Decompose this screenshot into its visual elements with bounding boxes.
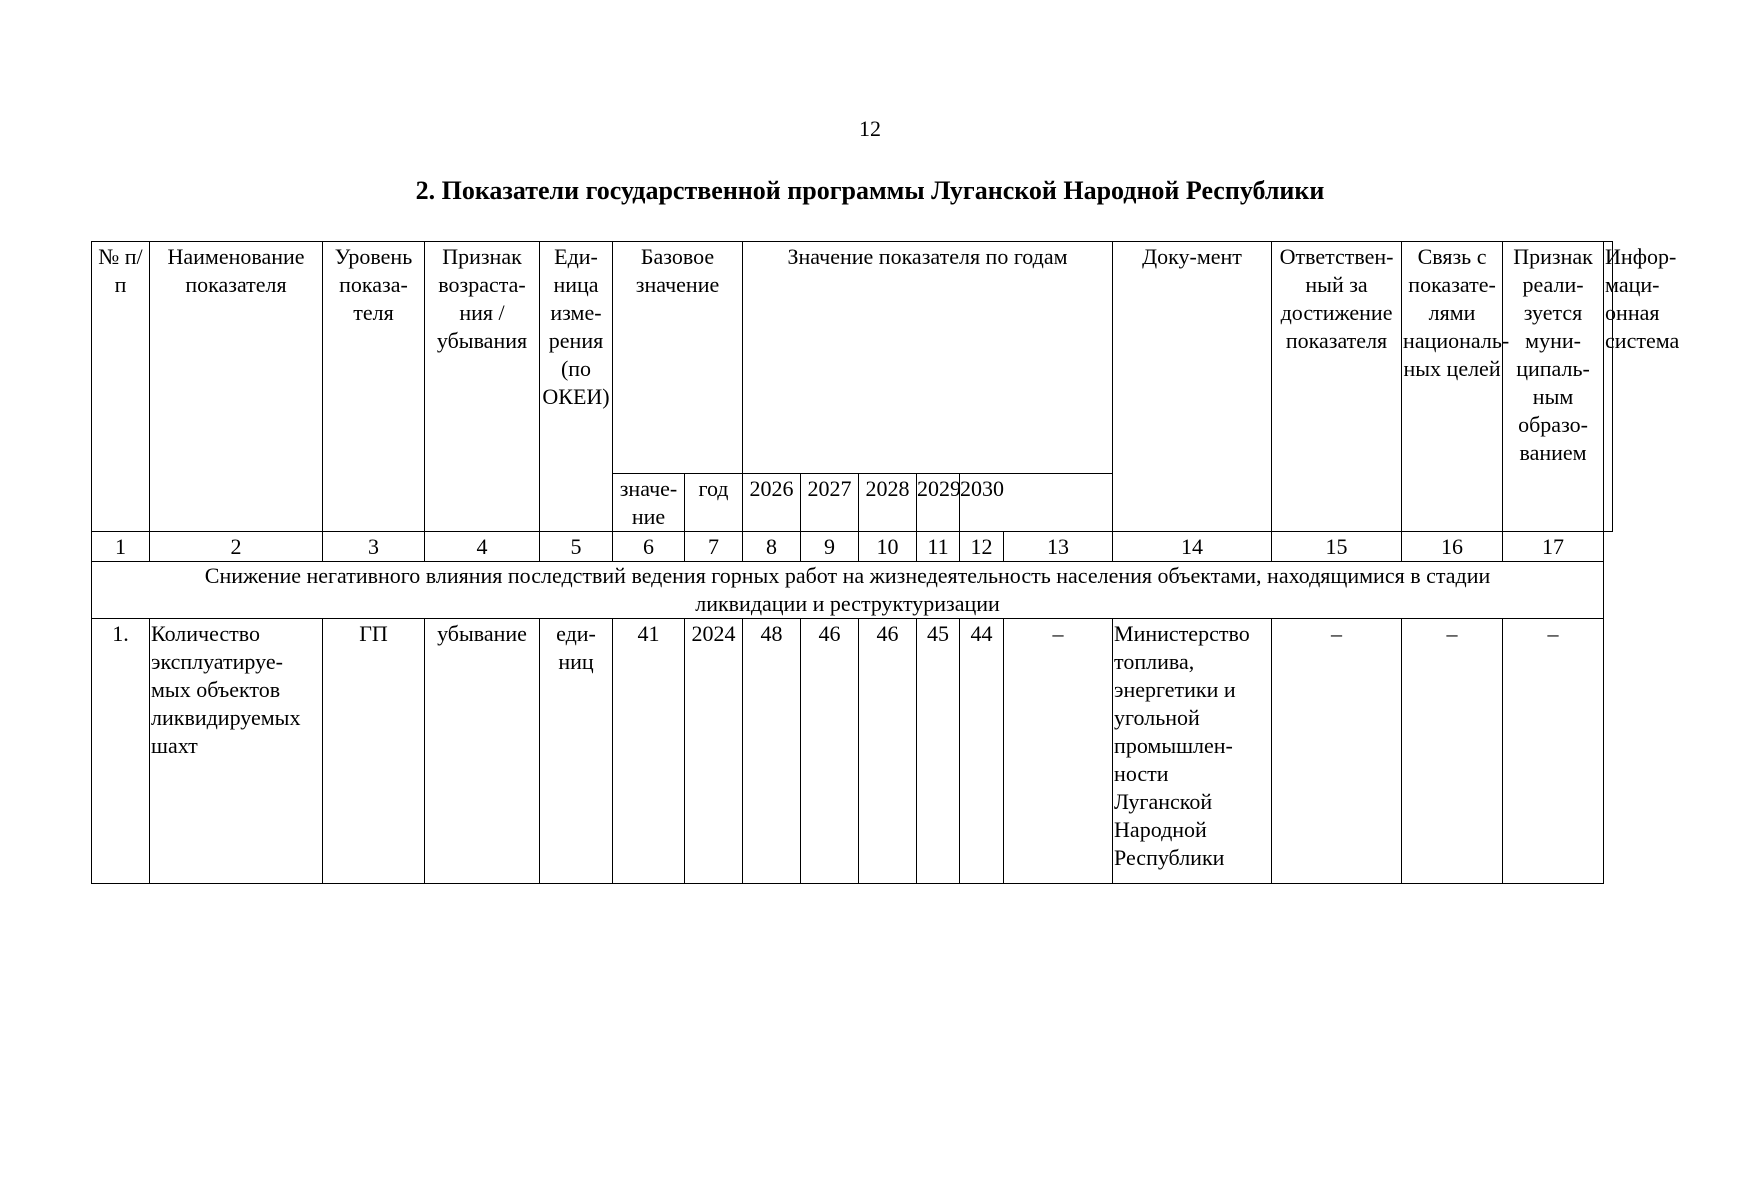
- header-num: № п/п: [92, 242, 150, 532]
- column-number: 2: [150, 532, 323, 562]
- cell-base-value: 41: [613, 619, 685, 884]
- header-link: Связь с показате-лями националь-ных целей: [1402, 242, 1503, 532]
- cell-year-value: 46: [859, 619, 917, 884]
- cell-name: Количество эксплуатируе-мых объектов ликвидируемых шахт: [150, 619, 323, 884]
- cell-info-system: –: [1503, 619, 1604, 884]
- column-number: 6: [613, 532, 685, 562]
- header-document: Доку-мент: [1113, 242, 1272, 532]
- cell-num: 1.: [92, 619, 150, 884]
- cell-level: ГП: [323, 619, 425, 884]
- cell-year-value: 44: [960, 619, 1004, 884]
- cell-document: –: [1004, 619, 1113, 884]
- header-level: Уровень показа-теля: [323, 242, 425, 532]
- column-number: 12: [960, 532, 1004, 562]
- column-number: 17: [1503, 532, 1604, 562]
- column-number: 1: [92, 532, 150, 562]
- section-title: Снижение негативного влияния последствий ведения горных работ на жизнедеятельность населения объектами, находящимися в стадии ликвидации и реструктуризации: [92, 562, 1604, 619]
- header-base-value: значе-ние: [613, 474, 685, 532]
- header-year: 2027: [801, 474, 859, 532]
- column-number: 14: [1113, 532, 1272, 562]
- column-number: 13: [1004, 532, 1113, 562]
- indicators-table: [91, 241, 1680, 884]
- header-base: Базовое значение: [613, 242, 743, 474]
- header-year: 2030: [960, 474, 1113, 532]
- header-years-group: Значение показателя по годам: [743, 242, 1113, 474]
- column-number: 8: [743, 532, 801, 562]
- cell-trend: убывание: [425, 619, 540, 884]
- section-row: [92, 562, 1613, 619]
- cell-municipal: –: [1402, 619, 1503, 884]
- page-title: 2. Показатели государственной программы Луганской Народной Республики: [415, 176, 1325, 205]
- column-numbers-row: [92, 532, 1613, 562]
- header-name: Наименование показателя: [150, 242, 323, 532]
- page-number: 12: [859, 116, 881, 141]
- header-year: 2026: [743, 474, 801, 532]
- header-row: [92, 242, 1613, 474]
- header-info-system: Инфор-маци-онная система: [1604, 242, 1613, 532]
- cell-year-value: 45: [917, 619, 960, 884]
- column-number: 3: [323, 532, 425, 562]
- cell-base-year: 2024: [685, 619, 743, 884]
- column-number: 9: [801, 532, 859, 562]
- cell-link: –: [1272, 619, 1402, 884]
- column-number: 15: [1272, 532, 1402, 562]
- header-unit: Еди-ница изме-рения (по ОКЕИ): [540, 242, 613, 532]
- header-base-year: год: [685, 474, 743, 532]
- header-municipal: Признак реали-зуется муни-ципаль-ным образо-ванием: [1503, 242, 1604, 532]
- column-number: 7: [685, 532, 743, 562]
- header-year: 2029: [917, 474, 960, 532]
- cell-year-value: 46: [801, 619, 859, 884]
- cell-responsible: Министерство топлива, энергетики и угольной промышлен-ности Луганской Народной Республики: [1113, 619, 1272, 884]
- header-responsible: Ответствен-ный за достижение показателя: [1272, 242, 1402, 532]
- header-year: 2028: [859, 474, 917, 532]
- header-trend: Признак возраста-ния / убывания: [425, 242, 540, 532]
- column-number: 16: [1402, 532, 1503, 562]
- cell-year-value: 48: [743, 619, 801, 884]
- column-number: 10: [859, 532, 917, 562]
- table-row: [92, 619, 1613, 884]
- column-number: 4: [425, 532, 540, 562]
- column-number: 11: [917, 532, 960, 562]
- column-number: 5: [540, 532, 613, 562]
- cell-unit: еди-ниц: [540, 619, 613, 884]
